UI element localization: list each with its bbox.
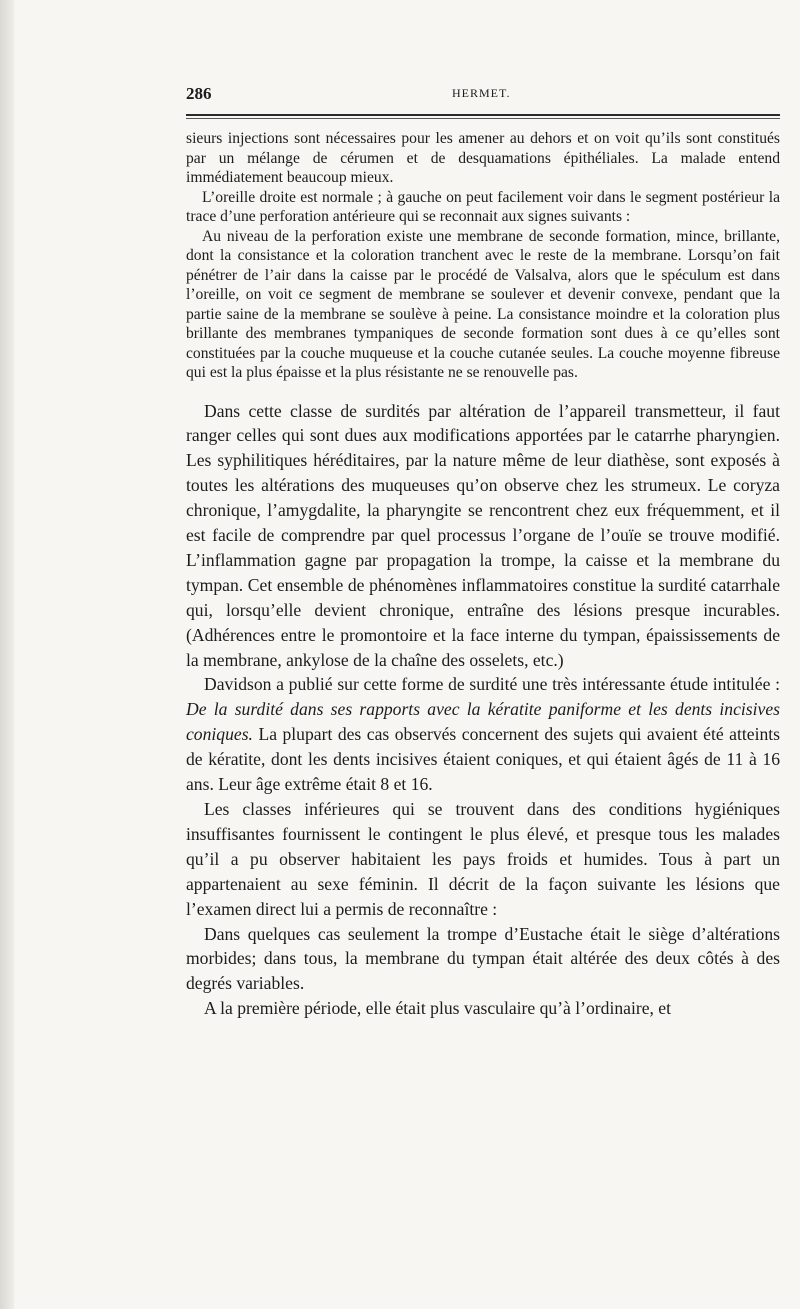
paragraph-first-period: A la première période, elle était plus vasculaire qu’à l’ordinaire, et [204,998,672,1019]
paragraph-injections: sieurs injections sont nécessaires pour les amener au dehors et on voit qu’ils sont constitués par un mélange de cérumen et de desquamations épithéliales. La malade entend immédiatement beaucoup mieux. [186,130,780,186]
book-page [186,84,780,1021]
case-report-small-print [186,129,780,383]
paragraph-eustachian: Dans quelques cas seulement la trompe d’Eustache était le siège d’altérations morbides; dans tous, la membrane du tympan était altérée des deux côtés à des degrés variables. [186,923,780,994]
header-rule-thin [186,118,780,119]
paragraph-perforation: Au niveau de la perforation existe une membrane de seconde formation, mince, brillante, dont la consistance et la coloration tranchent avec le reste de la membrane. Lorsqu’on fait pénétrer de l’air dans la caisse par le procédé de Valsalva, alors que le spéculum est dans l’oreille, on voit ce segment de membrane se soulever et devenir convexe, pendant que la partie saine de la membrane se soulève à peine. La consistance moindre et la coloration plus brillante des membranes tympaniques de seconde formation sont dues à ce qu’elles sont constituées par la couche muqueuse et la couche cutanée seules. La couche moyenne fibreuse qui est la plus épaisse et la plus résistante ne se renouvelle pas. [186,227,780,381]
paragraph-right-ear: L’oreille droite est normale ; à gauche on peut facilement voir dans le segment postérieur la trace d’une perforation antérieure qui se reconnait aux signes suivants : [186,188,780,225]
header-rule [186,114,780,116]
davidson-intro: Davidson a publié sur cette forme de surdité une très intéressante étude intitulée : [204,674,780,695]
scan-edge-shadow [0,0,14,1309]
page-number: 286 [186,84,212,103]
paragraph-davidson [186,672,780,797]
davidson-cases: La plupart des cas observés concernent des sujets qui avaient été atteints de kératite, dont les dents incisives étaient coniques, et qui étaient âgés de 11 à 16 ans. Leur âge extrême était 8 et 16. [186,724,780,795]
running-title: HERMET. [452,86,511,100]
main-text [186,399,780,1022]
paragraph-lower-classes: Les classes inférieures qui se trouvent dans des conditions hygiéniques insuffisantes fournissent le contingent le plus élevé, et presque tous les malades qu’il a pu observer habitaient les pays froids et humides. Tous à part un appartenaient au sexe féminin. Il décrit de la façon suivante les lésions que l’examen direct lui a permis de reconnaître : [186,799,780,919]
paragraph-catarrh: Dans cette classe de surdités par altération de l’appareil transmetteur, il faut ranger celles qui sont dues aux modifications apportées par le catarrhe pharyngien. Les syphilitiques héréditaires, par la nature même de leur diathèse, sont exposés à toutes les altérations des muqueuses qu’on observe chez les strumeux. Le coryza chronique, l’amygdalite, la pharyngite se rencontrent chez eux fréquemment, et il est facile de comprendre par quel processus l’organe de l’ouïe se trouve modifié. L’inflammation gagne par propagation la trompe, la caisse et la membrane du tympan. Cet ensemble de phénomènes inflammatoires constitue la surdité catarrhale qui, lorsqu’elle devient chronique, entraîne des lésions presque incurables. (Adhérences entre le promontoire et la face interne du tympan, épaississements de la membrane, ankylose de la chaîne des osselets, etc.) [186,400,780,670]
study-title: De la surdité dans ses rapports avec la kératite paniforme et les dents incisives coniques. [186,699,780,745]
running-head [186,84,780,110]
